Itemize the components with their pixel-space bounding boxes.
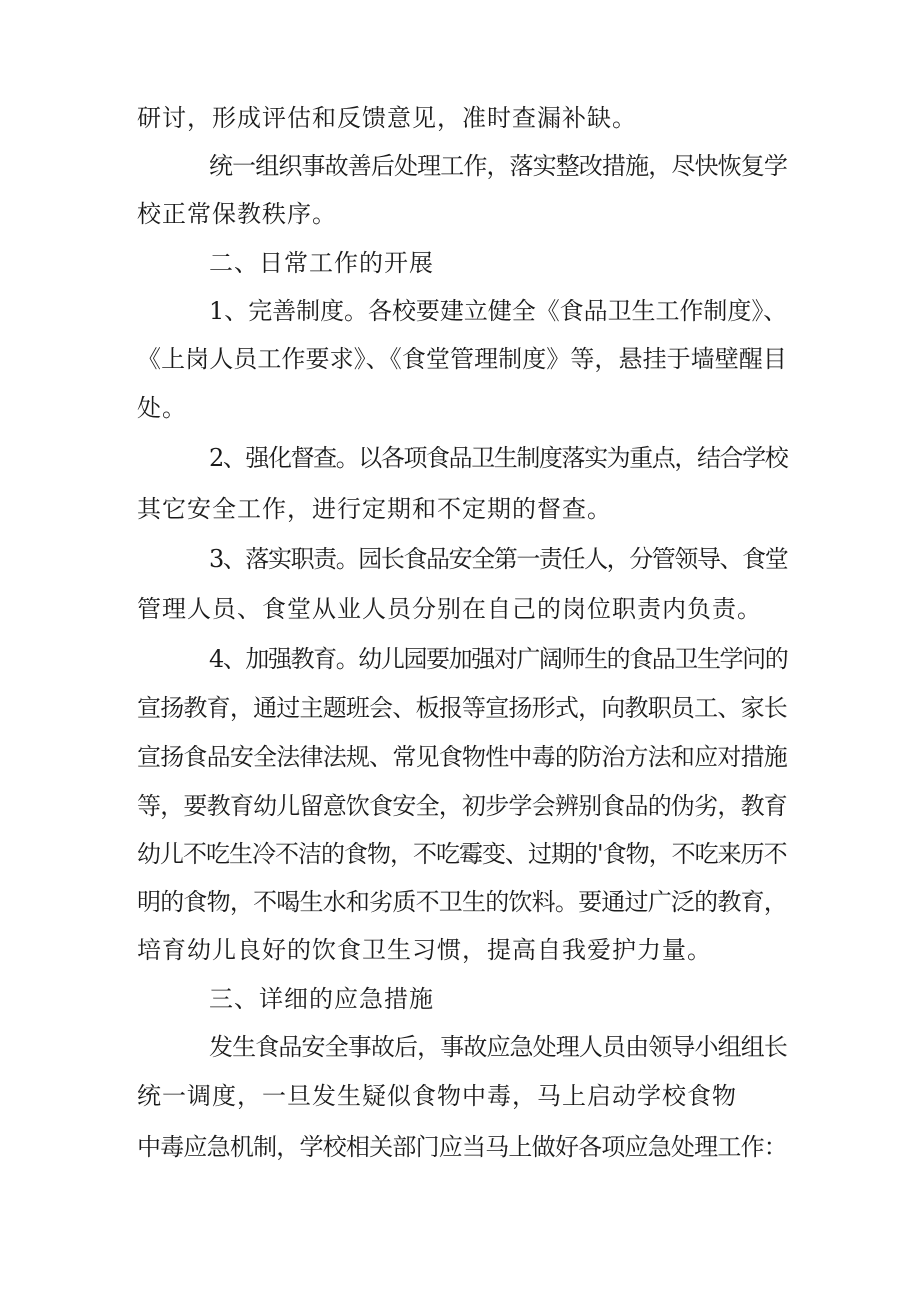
paragraph-line: 明的食物，不喝生水和劣质不卫生的饮料。要通过广泛的教育， [137, 888, 787, 916]
paragraph-line: 统一组织事故善后处理工作，落实整改措施，尽快恢复学 [209, 152, 787, 180]
paragraph-line: 管理人员、食堂从业人员分别在自己的岗位职责内负责。 [137, 595, 762, 623]
paragraph-line: 发生食品安全事故后，事故应急处理人员由领导小组组长 [209, 1033, 787, 1061]
paragraph-line: 统一调度，一旦发生疑似食物中毒，马上启动学校食物 [137, 1082, 737, 1110]
paragraph-line: 等，要教育幼儿留意饮食安全，初步学会辨别食品的伪劣，教育 [137, 792, 787, 820]
paragraph-line: 2、强化督查。以各项食品卫生制度落实为重点，结合学校 [209, 444, 788, 472]
section-heading: 三、详细的应急措施 [209, 985, 434, 1013]
paragraph-line: 校正常保教秩序。 [137, 200, 337, 228]
paragraph-line: 宣扬食品安全法律法规、常见食物性中毒的防治方法和应对措施 [137, 743, 787, 771]
paragraph-line: 处。 [137, 394, 187, 422]
paragraph-line: 其它安全工作，进行定期和不定期的督查。 [137, 495, 612, 523]
paragraph-line: 幼儿不吃生冷不洁的食物，不吃霉变、过期的'食物，不吃来历不 [137, 840, 787, 868]
paragraph-line: 培育幼儿良好的饮食卫生习惯，提高自我爱护力量。 [137, 936, 712, 964]
paragraph-line: 中毒应急机制，学校相关部门应当马上做好各项应急处理工作： [137, 1133, 787, 1161]
paragraph-line: 研讨，形成评估和反馈意见，准时查漏补缺。 [137, 104, 637, 132]
paragraph-line: 3、落实职责。园长食品安全第一责任人，分管领导、食堂 [209, 545, 788, 573]
paragraph-line: 4、加强教育。幼儿园要加强对广阔师生的食品卫生学问的 [209, 645, 788, 673]
paragraph-line: 《上岗人员工作要求》、《食堂管理制度》等，悬挂于墙壁醒目 [137, 345, 787, 373]
paragraph-line: 1、完善制度。各校要建立健全《食品卫生工作制度》、 [209, 297, 788, 325]
paragraph-line: 宣扬教育，通过主题班会、板报等宣扬形式，向教职员工、家长 [137, 694, 787, 722]
section-heading: 二、日常工作的开展 [209, 249, 434, 277]
